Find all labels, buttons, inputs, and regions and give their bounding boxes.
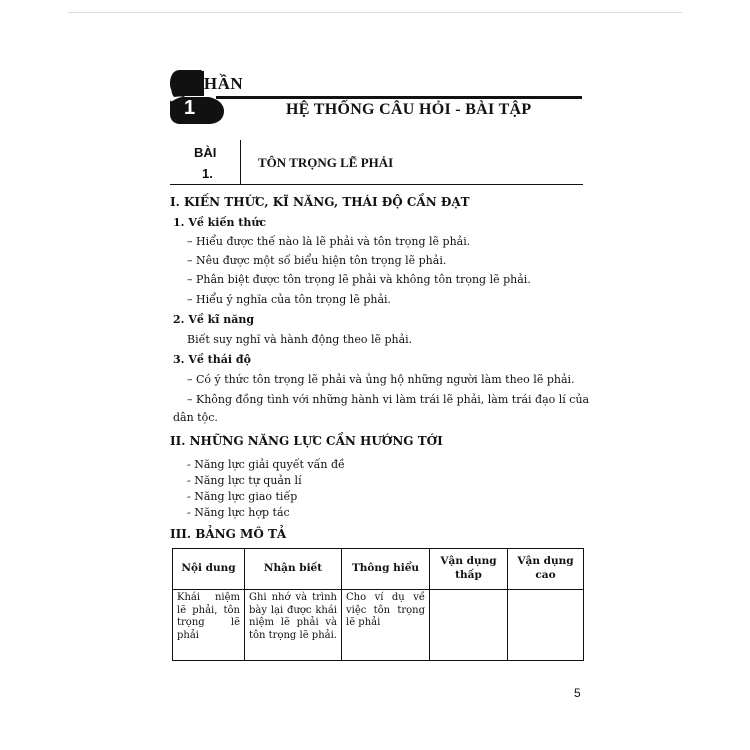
knowledge-item: – Hiểu ý nghĩa của tôn trọng lẽ phải.: [187, 293, 392, 306]
part-rule: [216, 96, 582, 99]
competency-item: - Năng lực giải quyết vấn đề: [187, 458, 345, 471]
knowledge-item: – Hiểu được thế nào là lẽ phải và tôn trọng lẽ phải.: [187, 235, 471, 248]
part-title: HỆ THỐNG CÂU HỎI - BÀI TẬP: [286, 101, 532, 118]
table-header-cell: Nội dung: [173, 549, 245, 590]
competency-item: - Năng lực giao tiếp: [187, 490, 298, 503]
lesson-number: 1.: [202, 166, 213, 181]
lesson-underline: [170, 184, 583, 185]
table-cell: Cho ví dụ về việc tôn trọng lẽ phải: [342, 590, 430, 661]
attitude-item: – Không đồng tình với những hành vi làm trái lẽ phải, làm trái đạo lí của: [187, 393, 590, 406]
table-header-cell: Nhận biết: [245, 549, 342, 590]
part-number: 1: [184, 97, 196, 119]
table-header-cell: Vận dụng cao: [508, 549, 584, 590]
page-number: 5: [574, 686, 581, 700]
knowledge-item: – Nêu được một số biểu hiện tôn trọng lẽ phải.: [187, 254, 447, 267]
section-3-heading: III. BẢNG MÔ TẢ: [170, 527, 287, 541]
lesson-title: TÔN TRỌNG LẼ PHẢI: [258, 155, 394, 170]
skills-text: Biết suy nghĩ và hành động theo lẽ phải.: [187, 333, 413, 346]
description-table: [172, 548, 584, 661]
section-1-heading: I. KIẾN THỨC, KĨ NĂNG, THÁI ĐỘ CẦN ĐẠT: [170, 195, 470, 209]
knowledge-item: – Phân biệt được tôn trọng lẽ phải và không tôn trọng lẽ phải.: [187, 273, 531, 286]
top-border-line: [68, 12, 682, 13]
section-2-heading: II. NHỮNG NĂNG LỰC CẦN HƯỚNG TỚI: [170, 434, 443, 448]
attitude-item: – Có ý thức tôn trọng lẽ phải và ủng hộ những người làm theo lẽ phải.: [187, 373, 575, 386]
skills-heading: 2. Về kĩ năng: [173, 313, 255, 326]
attitude-heading: 3. Về thái độ: [173, 353, 251, 366]
knowledge-heading: 1. Về kiến thức: [173, 216, 267, 229]
table-header-row: [173, 549, 584, 590]
lesson-divider: [240, 140, 241, 185]
lesson-label: BÀI: [194, 145, 217, 160]
table-header-cell: Thông hiểu: [342, 549, 430, 590]
competency-item: - Năng lực hợp tác: [187, 506, 290, 519]
table-cell: [430, 590, 508, 661]
table-row: [173, 590, 584, 661]
part-label: PHẦN: [193, 74, 244, 93]
table-cell: Ghi nhớ và trình bày lại được khái niệm lẽ phải và tôn trọng lẽ phải.: [245, 590, 342, 661]
competency-item: - Năng lực tự quản lí: [187, 474, 302, 487]
attitude-item-continued: dân tộc.: [173, 411, 218, 424]
table-cell: [508, 590, 584, 661]
table-cell: Khái niệm lẽ phải, tôn trọng lẽ phải: [173, 590, 245, 661]
table-header-cell: Vận dụng thấp: [430, 549, 508, 590]
